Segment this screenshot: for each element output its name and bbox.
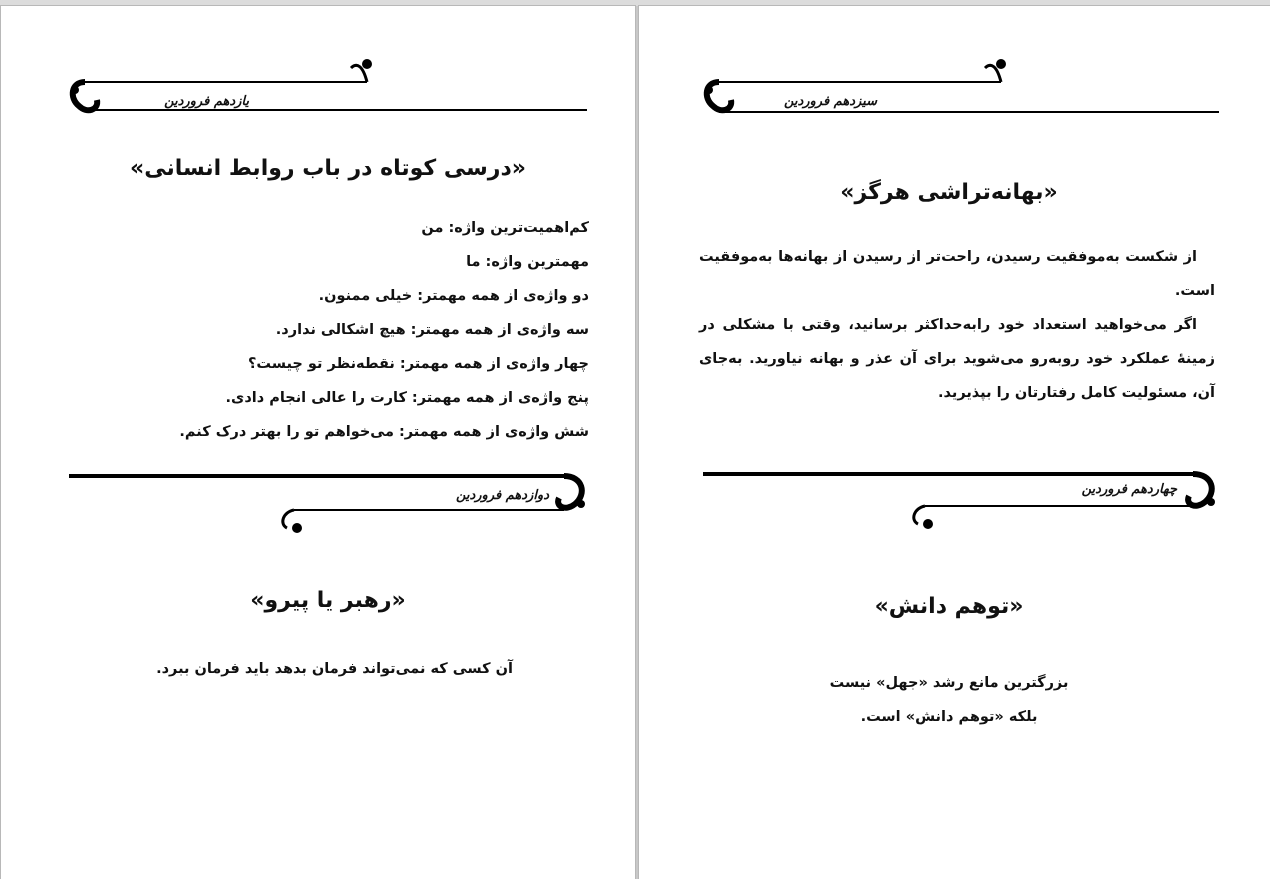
section-title: «رهبر یا پیرو» (250, 588, 406, 613)
ornament-flourish-icon (701, 48, 1221, 123)
paragraph: اگر می‌خواهید استعداد خود رابه‌حداکثر برسانید، وقتی با مشکلی در زمینهٔ عملکرد خود روبه‌رو می‌شوید برای آن عذر و بهانه نیاورید. به‌جای آن، مسئولیت کامل رفتارتان را بپذیرید. (699, 317, 1215, 401)
date-label: دوازدهم فروردین (455, 488, 549, 503)
list-item: دو واژه‌ی از همه مهمتر: خیلی ممنون. (318, 288, 589, 304)
line-list (49, 211, 589, 449)
paragraph: از شکست به‌موفقیت رسیدن، راحت‌تر از رسیدن از بهانه‌ها به‌موفقیت است. (699, 249, 1215, 299)
ornament-flourish-icon (703, 462, 1223, 537)
left-page (1, 6, 635, 879)
date-banner-top (701, 48, 1221, 118)
date-label: چهاردهم فروردین (1081, 482, 1177, 497)
body-text (699, 240, 1215, 410)
line-list (679, 666, 1219, 734)
section-title: «بهانه‌تراشی هرگز» (840, 180, 1058, 205)
list-item: پنج واژه‌ی از همه مهمتر: کارت را عالی انجام دادی. (225, 390, 589, 406)
list-item: آن کسی که نمی‌تواند فرمان بدهد باید فرمان ببرد. (156, 661, 513, 677)
section-title: «توهم دانش» (874, 594, 1024, 619)
ornament-flourish-icon (67, 54, 587, 124)
section-title: «درسی کوتاه در باب روابط انسانی» (130, 156, 526, 181)
list-item: مهمترین واژه: ما (466, 254, 589, 270)
list-item: چهار واژه‌ی از همه مهمتر: نقطه‌نظر تو چیست؟ (247, 356, 589, 372)
right-page (639, 6, 1270, 879)
list-item: شش واژه‌ی از همه مهمتر: می‌خواهم تو را بهتر درک کنم. (179, 424, 589, 440)
list-item: کم‌اهمیت‌ترین واژه: من (421, 220, 589, 236)
list-item: سه واژه‌ی از همه مهمتر: هیچ اشکالی ندارد. (275, 322, 589, 338)
date-banner-middle (69, 464, 589, 534)
list-item: بلکه «توهم دانش» است. (860, 709, 1038, 725)
list-item: بزرگترین مانع رشد «جهل» نیست (829, 675, 1069, 691)
date-banner-top (67, 54, 587, 124)
date-banner-middle (703, 462, 1223, 532)
date-label: یازدهم فروردین (164, 94, 249, 109)
line-list (53, 652, 513, 686)
date-label: سیزدهم فروردین (783, 94, 877, 109)
